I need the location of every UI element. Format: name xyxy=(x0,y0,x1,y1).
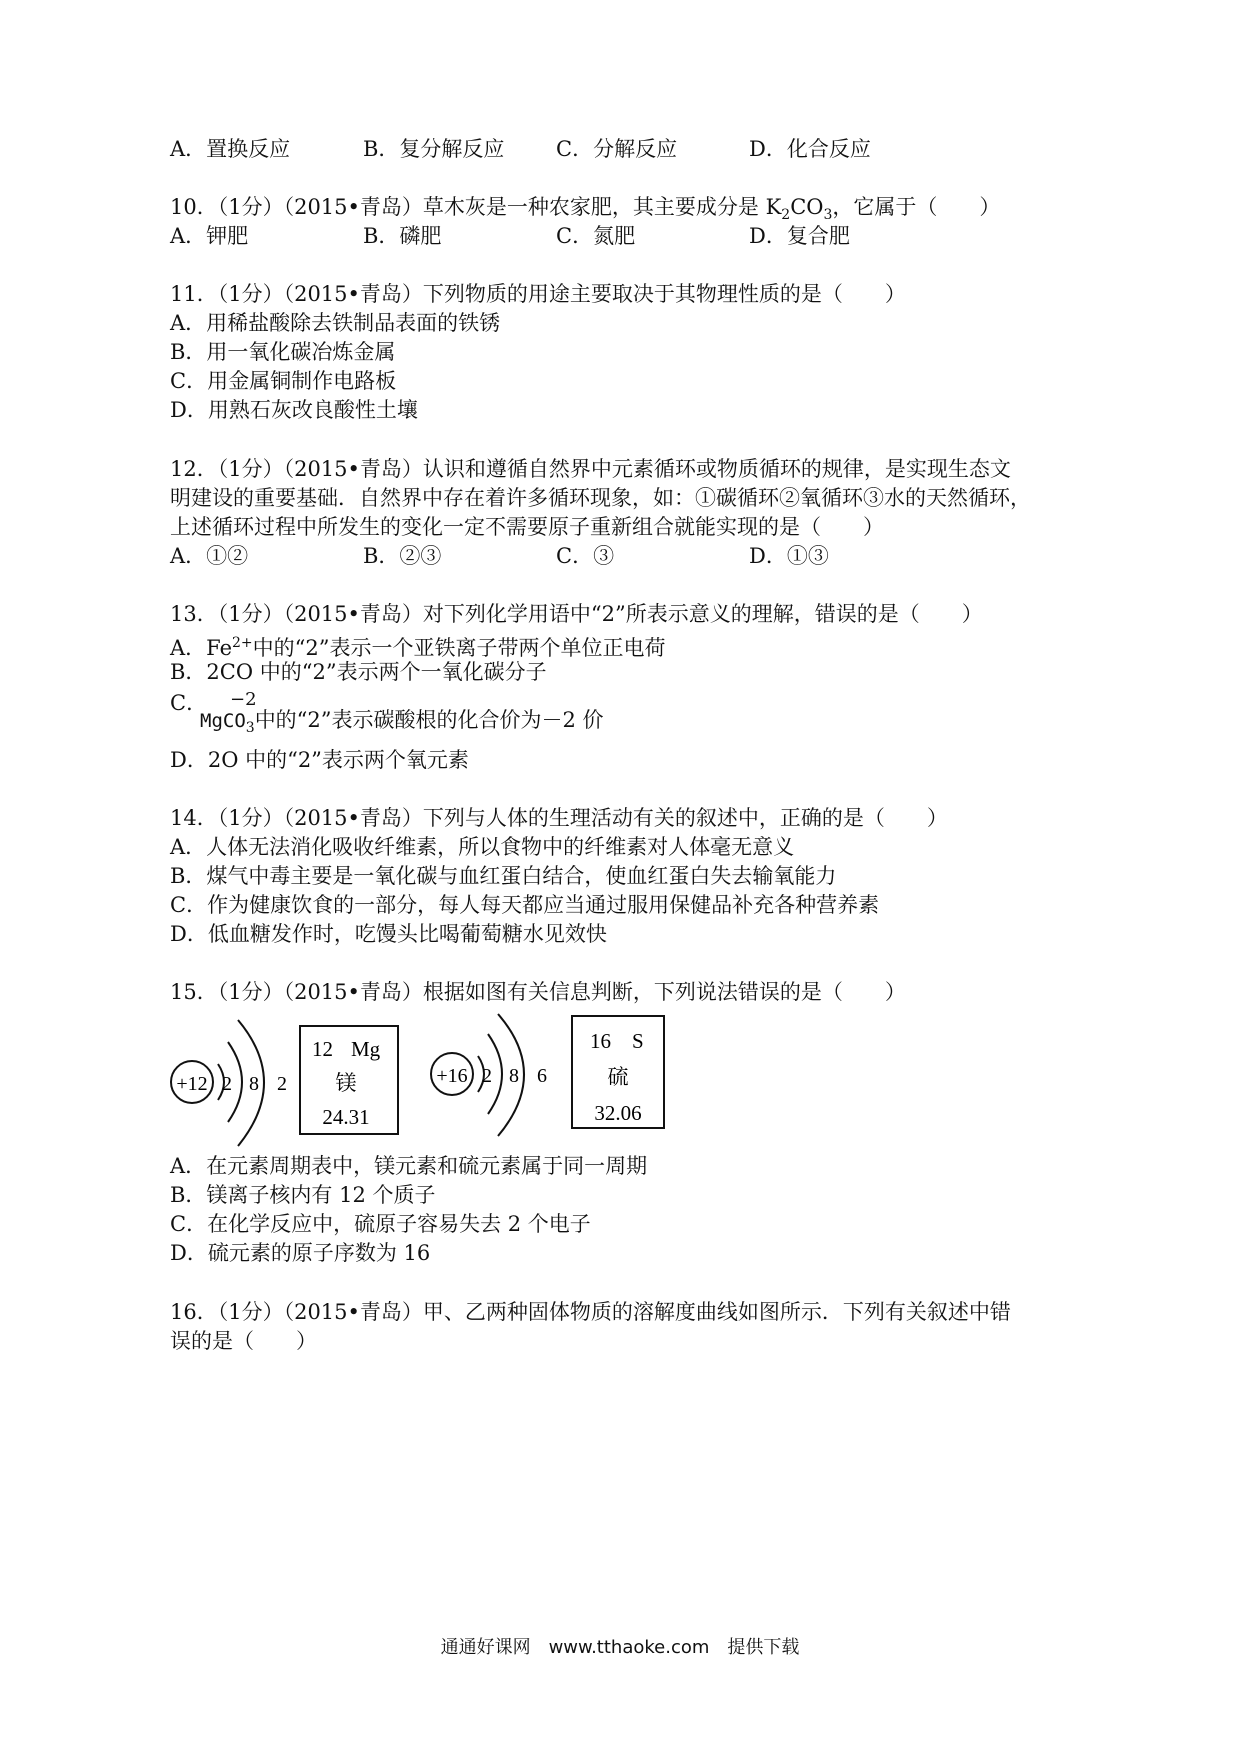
q10-stem-mid: CO xyxy=(790,195,824,219)
q16-stem-line2: 误的是（ ） xyxy=(170,1329,317,1353)
mg-name: 镁 xyxy=(335,1071,357,1095)
q15-option-b: B．镁离子核内有 12 个质子 xyxy=(170,1183,436,1207)
q12-option-d: D．①③ xyxy=(749,544,829,568)
s-electrons-3: 6 xyxy=(537,1065,547,1087)
mg-electrons-2: 8 xyxy=(249,1073,259,1095)
q15-option-a: A．在元素周期表中，镁元素和硫元素属于同一周期 xyxy=(170,1154,648,1178)
q10-option-c: C．氮肥 xyxy=(556,224,636,248)
q12-stem-line3: 上述循环过程中所发生的变化一定不需要原子重新组合就能实现的是（ ） xyxy=(170,515,884,539)
q15-option-c: C．在化学反应中，硫原子容易失去 2 个电子 xyxy=(170,1212,591,1236)
q13-option-b: B．2CO 中的“2”表示两个一氧化碳分子 xyxy=(170,660,547,684)
page-footer: 通通好课网 www.tthaoke.com 提供下载 xyxy=(440,1637,800,1658)
q13-stem: 13．（1分）（2015•青岛）对下列化学用语中“2”所表示意义的理解，错误的是（ ） xyxy=(170,602,983,626)
q10-sub-k: 2 xyxy=(781,207,791,224)
mg-atomic-number: 12 xyxy=(312,1037,333,1061)
q15-atom-figure xyxy=(166,1012,686,1152)
s-electrons-2: 8 xyxy=(509,1065,519,1087)
q14-stem: 14．（1分）（2015•青岛）下列与人体的生理活动有关的叙述中，正确的是（ ） xyxy=(170,806,948,830)
q14-option-c: C．作为健康饮食的一部分，每人每天都应当通过服用保健品补充各种营养素 xyxy=(170,893,880,917)
s-symbol: S xyxy=(632,1029,644,1053)
q12-stem-line2: 明建设的重要基础．自然界中存在着许多循环现象，如：①碳循环②氧循环③水的天然循环， xyxy=(170,486,1031,510)
q14-option-a: A．人体无法消化吸收纤维素，所以食物中的纤维素对人体毫无意义 xyxy=(170,835,795,859)
q9-option-a: A．置换反应 xyxy=(170,137,291,161)
q14-option-b: B．煤气中毒主要是一氧化碳与血红蛋白结合，使血红蛋白失去输氧能力 xyxy=(170,864,837,888)
q13-a-text: 中的“2”表示一个亚铁离子带两个单位正电荷 xyxy=(252,636,666,660)
q12-option-b: B．②③ xyxy=(363,544,442,568)
q13-option-c-charge: −2 xyxy=(230,689,257,710)
q14-option-d: D．低血糖发作时，吃馒头比喝葡萄糖水见效快 xyxy=(170,922,607,946)
s-name: 硫 xyxy=(607,1065,629,1089)
mg-electrons-3: 2 xyxy=(277,1073,287,1095)
mg-atomic-mass: 24.31 xyxy=(322,1105,370,1129)
q12-option-a: A．①② xyxy=(170,544,249,568)
s-atomic-mass: 32.06 xyxy=(594,1101,642,1125)
q11-option-c: C．用金属铜制作电路板 xyxy=(170,369,397,393)
q10-stem-pre: 10．（1分）（2015•青岛）草木灰是一种农家肥，其主要成分是 K xyxy=(170,195,782,219)
q13-option-d: D．2O 中的“2”表示两个氧元素 xyxy=(170,748,469,772)
s-electrons-1: 2 xyxy=(482,1065,492,1087)
q15-option-d: D．硫元素的原子序数为 16 xyxy=(170,1241,431,1265)
q10-option-a: A．钾肥 xyxy=(170,224,249,248)
q11-stem: 11．（1分）（2015•青岛）下列物质的用途主要取决于其物理性质的是（ ） xyxy=(170,282,906,306)
mg-nucleus-label: +12 xyxy=(176,1073,208,1095)
mg-symbol: Mg xyxy=(351,1037,381,1061)
s-atomic-number: 16 xyxy=(590,1029,611,1053)
q13-option-c xyxy=(200,706,604,742)
s-nucleus-label: +16 xyxy=(436,1065,468,1087)
q16-stem-line1: 16．（1分）（2015•青岛）甲、乙两种固体物质的溶解度曲线如图所示．下列有关叙述中错 xyxy=(170,1300,1011,1324)
q12-stem-line1: 12．（1分）（2015•青岛）认识和遵循自然界中元素循环或物质循环的规律，是实现生态文 xyxy=(170,457,1011,481)
q10-sub-o: 3 xyxy=(823,207,833,224)
q9-option-c: C．分解反应 xyxy=(556,137,678,161)
q10-option-d: D．复合肥 xyxy=(749,224,850,248)
q9-option-b: B．复分解反应 xyxy=(363,137,505,161)
q13-c-sub: 3 xyxy=(245,720,255,737)
q13-c-formula: MgCO xyxy=(200,710,246,732)
q13-a-fe: A．Fe xyxy=(170,636,233,660)
q10-option-b: B．磷肥 xyxy=(363,224,442,248)
q11-option-b: B．用一氧化碳冶炼金属 xyxy=(170,340,396,364)
q9-option-d: D．化合反应 xyxy=(749,137,871,161)
mg-electrons-1: 2 xyxy=(222,1073,232,1095)
q11-option-d: D．用熟石灰改良酸性土壤 xyxy=(170,398,418,422)
q15-stem: 15．（1分）（2015•青岛）根据如图有关信息判断，下列说法错误的是（ ） xyxy=(170,980,906,1004)
q13-c-text: 中的“2”表示碳酸根的化合价为－2 价 xyxy=(254,708,604,732)
q13-option-c-label: C． xyxy=(170,691,208,715)
q11-option-a: A．用稀盐酸除去铁制品表面的铁锈 xyxy=(170,311,501,335)
q12-option-c: C．③ xyxy=(556,544,615,568)
q10-stem-post: ，它属于（ ） xyxy=(832,195,1001,219)
q13-a-charge: 2+ xyxy=(232,635,253,651)
